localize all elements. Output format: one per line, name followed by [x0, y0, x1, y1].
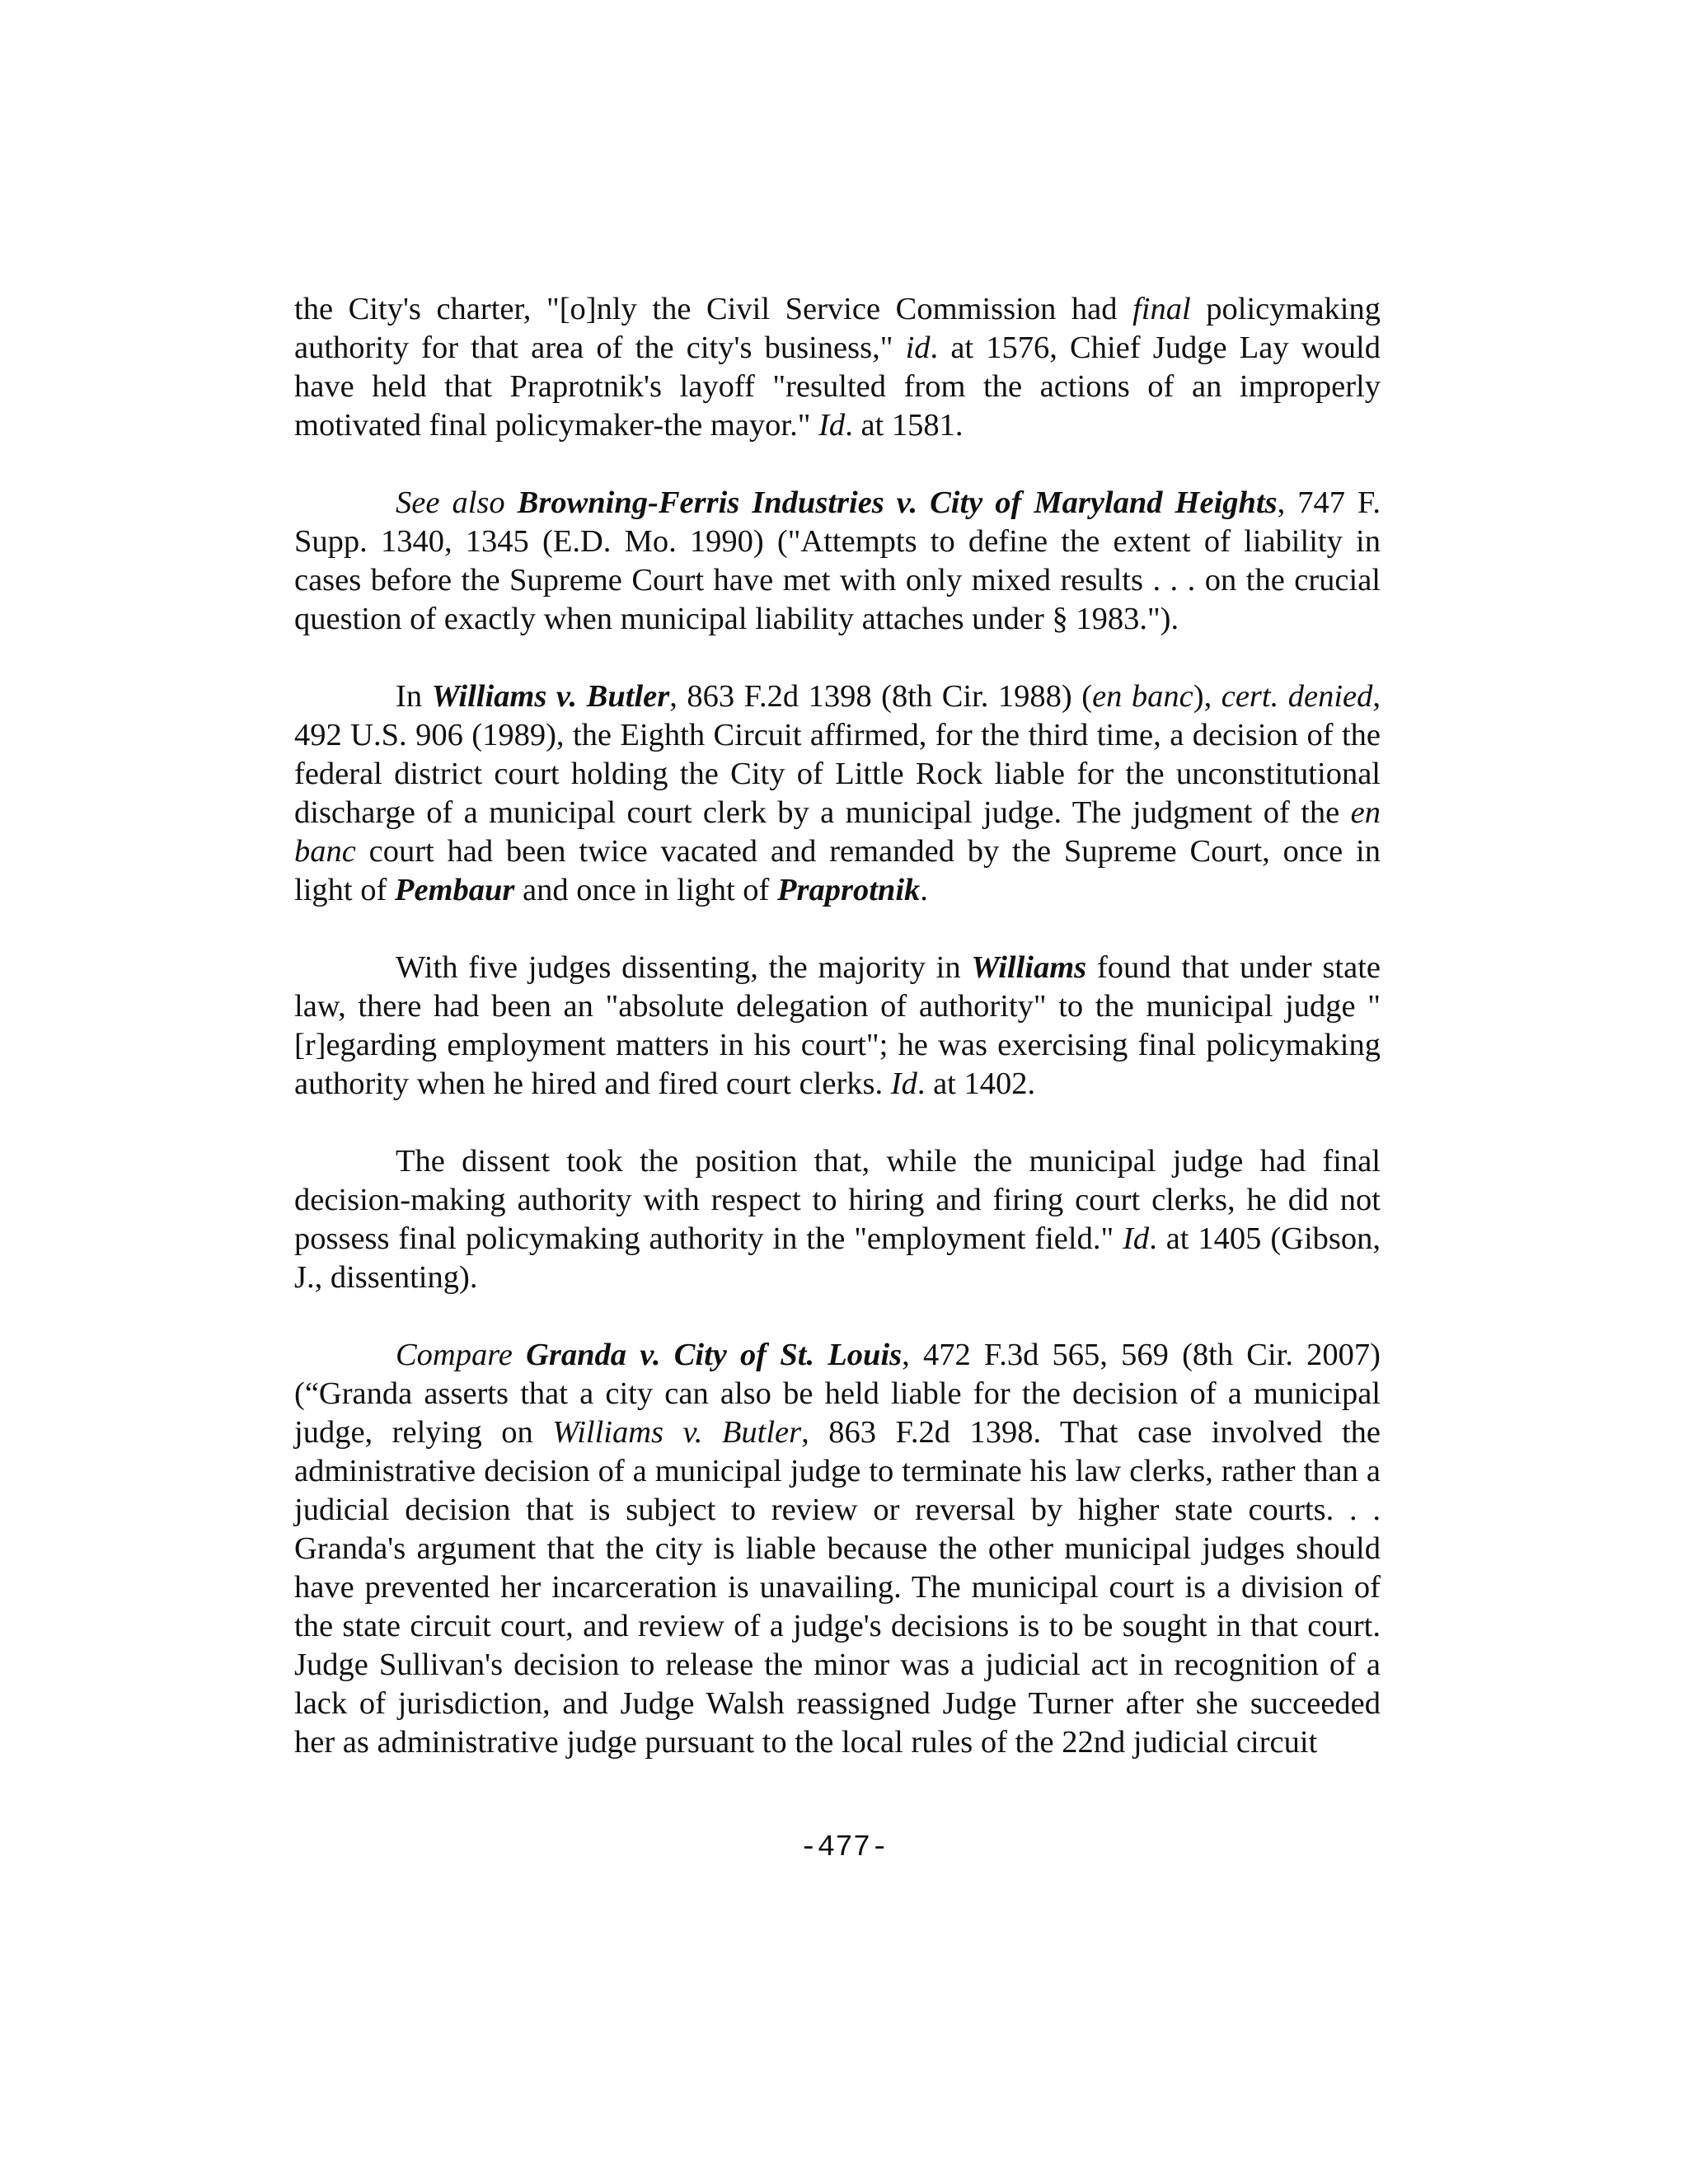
case-name: Browning-Ferris Industries v. City of Maryland Heights — [517, 485, 1278, 520]
text-run: , 747 F. Supp. 1340, 1345 (E.D. Mo. 1990) ("Attempts to define the extent of liability in cases before the Supreme Court have met with only mixed results . . . on the crucial question of exactly when municipal liability attaches under § 1983."). — [294, 485, 1381, 636]
text-run: the City's charter, "[o]nly the Civil Service Commission had — [294, 292, 1133, 326]
case-name: Williams v. Butler — [431, 679, 670, 714]
text-run — [513, 1338, 526, 1372]
text-run: , 863 F.2d 1398. That case involved the administrative decision of a municipal judge to terminate his law clerks, rather than a judicial decision that is subject to review or reversal by higher state courts. . . Granda's argument that the city is liable because the other municipal judges should have prevented her incarceration is unavailing. The municipal court is a division of the state circuit court, and review of a judge's decisions is to be sought in that court. Judge Sullivan's decision to release the minor was a judicial act in recognition of a lack of jurisdiction, and Judge Walsh reassigned Judge Turner after she succeeded her as administrative judge pursuant to the local rules of the 22nd judicial circuit — [294, 1415, 1381, 1760]
signal-compare: Compare — [396, 1338, 513, 1372]
text-run: The dissent took the position that, while the municipal judge had final decision-making authority with respect to hiring and firing court clerks, he did not possess final policymaking authority in the "employment field." — [294, 1144, 1381, 1256]
text-run: policymaking authority for that area of the city's business," — [294, 292, 1381, 365]
text-run: . at 1576, Chief Judge Lay would have held that Praprotnik's layoff "resulted from the actions of an improperly motivated final policymaker-the mayor." — [294, 330, 1381, 443]
citation-id: Id — [1123, 1221, 1150, 1256]
paragraph-6 — [294, 1336, 1381, 1762]
text-run: and once in light of — [514, 873, 777, 907]
text-run: , 863 F.2d 1398 (8th Cir. 1988) ( — [669, 679, 1093, 714]
paragraph-1 — [294, 290, 1381, 445]
paragraph-5 — [294, 1142, 1381, 1297]
emphasis-en-banc: en banc — [294, 795, 1381, 869]
emphasis-cert-denied: cert. denied — [1221, 679, 1373, 714]
case-name-italic: Williams v. Butler — [552, 1415, 802, 1450]
text-run: . at 1581. — [845, 408, 964, 443]
page-number: -477- — [799, 1830, 889, 1864]
paragraph-2 — [294, 484, 1381, 639]
text-run: , 492 U.S. 906 (1989), the Eighth Circuit affirmed, for the third time, a decision of the federal district court holding the City of Little Rock liable for the unconstitutional discharge of a municipal court clerk by a municipal judge. The judgment of the — [294, 679, 1381, 830]
text-run: . — [920, 873, 928, 907]
citation-id: Id — [818, 408, 846, 443]
case-name: Praprotnik — [777, 873, 921, 907]
document-body — [294, 290, 1381, 1762]
case-name: Pembaur — [394, 873, 515, 907]
signal-see-also: See also — [396, 485, 505, 520]
case-name: Granda v. City of St. Louis — [526, 1338, 903, 1372]
text-run: With five judges dissenting, the majority in — [396, 950, 972, 985]
text-run: , 472 F.3d 565, 569 (8th Cir. 2007) (“Granda asserts that a city can also be held liable for the decision of a municipal judge, relying on — [294, 1338, 1381, 1450]
text-run: found that under state law, there had been an "absolute delegation of authority" to the municipal judge "[r]egarding employment matters in his court"; he was exercising final policymaking authority when he hired and fired court clerks. — [294, 950, 1381, 1101]
citation-id: id — [905, 330, 931, 365]
paragraph-3 — [294, 677, 1381, 910]
text-run: court had been twice vacated and remanded by the Supreme Court, once in light of — [294, 834, 1381, 907]
text-run: In — [396, 679, 432, 714]
text-run: . at 1405 (Gibson, J., dissenting). — [294, 1221, 1381, 1295]
case-name: Williams — [971, 950, 1087, 985]
text-run: ), — [1193, 679, 1221, 714]
emphasis-en-banc: en banc — [1092, 679, 1193, 714]
text-run: . at 1402. — [917, 1066, 1036, 1101]
citation-id: Id — [890, 1066, 917, 1101]
paragraph-4 — [294, 949, 1381, 1104]
text-run — [505, 485, 518, 520]
emphasis-final: final — [1132, 292, 1191, 326]
